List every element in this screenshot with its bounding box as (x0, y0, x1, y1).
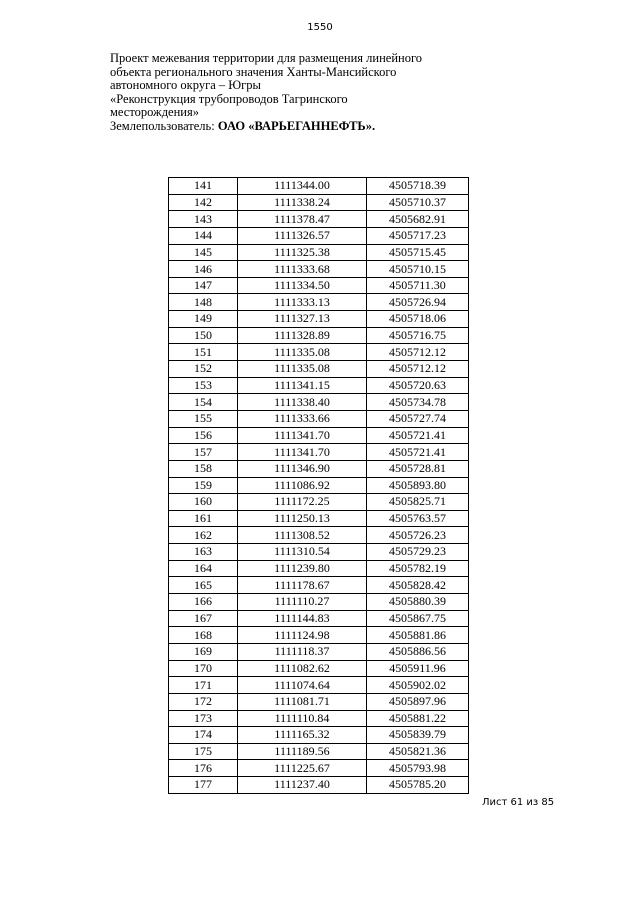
y-coordinate-cell: 4505715.45 (367, 244, 469, 261)
y-coordinate-cell: 4505881.86 (367, 627, 469, 644)
table-row (169, 227, 469, 244)
y-coordinate-cell: 4505867.75 (367, 610, 469, 627)
point-number-cell: 144 (169, 227, 238, 244)
x-coordinate-cell: 1111341.70 (238, 444, 367, 461)
y-coordinate-cell: 4505880.39 (367, 594, 469, 611)
point-number-cell: 159 (169, 477, 238, 494)
point-number-cell: 157 (169, 444, 238, 461)
y-coordinate-cell: 4505710.37 (367, 194, 469, 211)
table-row (169, 544, 469, 561)
table-row (169, 311, 469, 328)
point-number-cell: 154 (169, 394, 238, 411)
page-number: 1550 (307, 22, 333, 33)
y-coordinate-cell: 4505821.36 (367, 743, 469, 760)
table-row (169, 377, 469, 394)
point-number-cell: 150 (169, 327, 238, 344)
table-row (169, 444, 469, 461)
point-number-cell: 174 (169, 727, 238, 744)
point-number-cell: 172 (169, 693, 238, 710)
point-number-cell: 143 (169, 211, 238, 228)
x-coordinate-cell: 1111326.57 (238, 227, 367, 244)
x-coordinate-cell: 1111237.40 (238, 777, 367, 794)
x-coordinate-cell: 1111250.13 (238, 510, 367, 527)
y-coordinate-cell: 4505717.23 (367, 227, 469, 244)
point-number-cell: 176 (169, 760, 238, 777)
table-row (169, 394, 469, 411)
table-row (169, 477, 469, 494)
table-row (169, 627, 469, 644)
table-row (169, 427, 469, 444)
y-coordinate-cell: 4505763.57 (367, 510, 469, 527)
x-coordinate-cell: 1111189.56 (238, 743, 367, 760)
table-row (169, 410, 469, 427)
point-number-cell: 167 (169, 610, 238, 627)
table-row (169, 560, 469, 577)
land-user-line (110, 120, 450, 134)
table-row (169, 460, 469, 477)
y-coordinate-cell: 4505782.19 (367, 560, 469, 577)
x-coordinate-cell: 1111310.54 (238, 544, 367, 561)
sheet-counter: Лист 61 из 85 (482, 797, 555, 808)
point-number-cell: 165 (169, 577, 238, 594)
table-row (169, 660, 469, 677)
point-number-cell: 153 (169, 377, 238, 394)
table-row (169, 727, 469, 744)
y-coordinate-cell: 4505911.96 (367, 660, 469, 677)
table-row (169, 277, 469, 294)
y-coordinate-cell: 4505716.75 (367, 327, 469, 344)
y-coordinate-cell: 4505825.71 (367, 494, 469, 511)
y-coordinate-cell: 4505839.79 (367, 727, 469, 744)
table-row (169, 693, 469, 710)
table-row (169, 610, 469, 627)
point-number-cell: 152 (169, 361, 238, 378)
x-coordinate-cell: 1111144.83 (238, 610, 367, 627)
header-line: «Реконструкция трубопроводов Тагринского (110, 91, 348, 106)
y-coordinate-cell: 4505712.12 (367, 344, 469, 361)
point-number-cell: 168 (169, 627, 238, 644)
y-coordinate-cell: 4505729.23 (367, 544, 469, 561)
x-coordinate-cell: 1111341.15 (238, 377, 367, 394)
y-coordinate-cell: 4505785.20 (367, 777, 469, 794)
point-number-cell: 170 (169, 660, 238, 677)
x-coordinate-cell: 1111081.71 (238, 693, 367, 710)
y-coordinate-cell: 4505712.12 (367, 361, 469, 378)
coordinates-table-body (169, 178, 469, 794)
x-coordinate-cell: 1111178.67 (238, 577, 367, 594)
table-row (169, 577, 469, 594)
point-number-cell: 145 (169, 244, 238, 261)
table-row (169, 194, 469, 211)
table-row (169, 743, 469, 760)
y-coordinate-cell: 4505881.22 (367, 710, 469, 727)
table-row (169, 494, 469, 511)
x-coordinate-cell: 1111165.32 (238, 727, 367, 744)
point-number-cell: 162 (169, 527, 238, 544)
land-user-value: ОАО «ВАРЬЕГАННЕФТЬ». (214, 118, 376, 133)
point-number-cell: 169 (169, 643, 238, 660)
table-row (169, 327, 469, 344)
y-coordinate-cell: 4505727.74 (367, 410, 469, 427)
x-coordinate-cell: 1111346.90 (238, 460, 367, 477)
x-coordinate-cell: 1111333.68 (238, 261, 367, 278)
point-number-cell: 166 (169, 594, 238, 611)
point-number-cell: 175 (169, 743, 238, 760)
x-coordinate-cell: 1111225.67 (238, 760, 367, 777)
table-row (169, 510, 469, 527)
x-coordinate-cell: 1111333.13 (238, 294, 367, 311)
x-coordinate-cell: 1111239.80 (238, 560, 367, 577)
table-row (169, 760, 469, 777)
y-coordinate-cell: 4505828.42 (367, 577, 469, 594)
table-row (169, 361, 469, 378)
x-coordinate-cell: 1111333.66 (238, 410, 367, 427)
table-row (169, 211, 469, 228)
table-row (169, 344, 469, 361)
y-coordinate-cell: 4505886.56 (367, 643, 469, 660)
x-coordinate-cell: 1111086.92 (238, 477, 367, 494)
point-number-cell: 163 (169, 544, 238, 561)
table-row (169, 677, 469, 694)
y-coordinate-cell: 4505710.15 (367, 261, 469, 278)
y-coordinate-cell: 4505902.02 (367, 677, 469, 694)
x-coordinate-cell: 1111082.62 (238, 660, 367, 677)
coordinates-table (168, 177, 469, 794)
header-line: Проект межевания территории для размещения линейного (110, 51, 423, 65)
point-number-cell: 151 (169, 344, 238, 361)
x-coordinate-cell: 1111110.84 (238, 710, 367, 727)
x-coordinate-cell: 1111110.27 (238, 594, 367, 611)
point-number-cell: 142 (169, 194, 238, 211)
x-coordinate-cell: 1111341.70 (238, 427, 367, 444)
x-coordinate-cell: 1111338.40 (238, 394, 367, 411)
y-coordinate-cell: 4505726.94 (367, 294, 469, 311)
y-coordinate-cell: 4505793.98 (367, 760, 469, 777)
x-coordinate-cell: 1111124.98 (238, 627, 367, 644)
x-coordinate-cell: 1111338.24 (238, 194, 367, 211)
header-line: автономного округа – Югры (110, 78, 261, 92)
x-coordinate-cell: 1111074.64 (238, 677, 367, 694)
table-row (169, 244, 469, 261)
point-number-cell: 149 (169, 311, 238, 328)
y-coordinate-cell: 4505728.81 (367, 460, 469, 477)
point-number-cell: 148 (169, 294, 238, 311)
document-header (110, 52, 450, 133)
table-row (169, 710, 469, 727)
table-row (169, 594, 469, 611)
x-coordinate-cell: 1111335.08 (238, 344, 367, 361)
y-coordinate-cell: 4505682.91 (367, 211, 469, 228)
point-number-cell: 173 (169, 710, 238, 727)
y-coordinate-cell: 4505726.23 (367, 527, 469, 544)
point-number-cell: 177 (169, 777, 238, 794)
point-number-cell: 141 (169, 178, 238, 195)
table-row (169, 261, 469, 278)
x-coordinate-cell: 1111172.25 (238, 494, 367, 511)
table-row (169, 294, 469, 311)
point-number-cell: 158 (169, 460, 238, 477)
point-number-cell: 160 (169, 494, 238, 511)
point-number-cell: 156 (169, 427, 238, 444)
y-coordinate-cell: 4505720.63 (367, 377, 469, 394)
point-number-cell: 147 (169, 277, 238, 294)
point-number-cell: 161 (169, 510, 238, 527)
x-coordinate-cell: 1111328.89 (238, 327, 367, 344)
point-number-cell: 171 (169, 677, 238, 694)
x-coordinate-cell: 1111118.37 (238, 643, 367, 660)
x-coordinate-cell: 1111308.52 (238, 527, 367, 544)
table-row (169, 178, 469, 195)
x-coordinate-cell: 1111327.13 (238, 311, 367, 328)
x-coordinate-cell: 1111335.08 (238, 361, 367, 378)
point-number-cell: 146 (169, 261, 238, 278)
y-coordinate-cell: 4505721.41 (367, 444, 469, 461)
y-coordinate-cell: 4505718.06 (367, 311, 469, 328)
header-line: объекта регионального значения Ханты-Мансийского (110, 64, 397, 79)
table-row (169, 527, 469, 544)
y-coordinate-cell: 4505721.41 (367, 427, 469, 444)
table-row (169, 643, 469, 660)
y-coordinate-cell: 4505897.96 (367, 693, 469, 710)
x-coordinate-cell: 1111344.00 (238, 178, 367, 195)
land-user-label: Землепользователь: (110, 118, 215, 133)
header-line: месторождения» (110, 105, 199, 119)
x-coordinate-cell: 1111325.38 (238, 244, 367, 261)
x-coordinate-cell: 1111378.47 (238, 211, 367, 228)
x-coordinate-cell: 1111334.50 (238, 277, 367, 294)
y-coordinate-cell: 4505893.80 (367, 477, 469, 494)
table-row (169, 777, 469, 794)
y-coordinate-cell: 4505718.39 (367, 178, 469, 195)
point-number-cell: 164 (169, 560, 238, 577)
point-number-cell: 155 (169, 410, 238, 427)
y-coordinate-cell: 4505734.78 (367, 394, 469, 411)
y-coordinate-cell: 4505711.30 (367, 277, 469, 294)
